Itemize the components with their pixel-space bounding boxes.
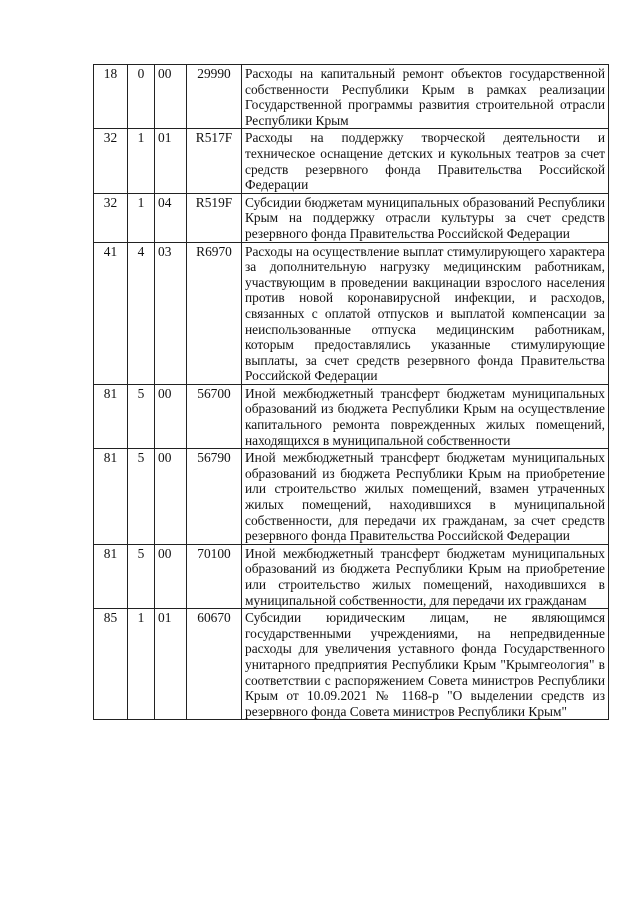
code-part-2: 5 [128, 544, 155, 608]
expense-description: Субсидии юридическим лицам, не являющимся государственными учреждениями, на непредвиденные расходы для увеличения уставного фонда Государственного унитарного предприятия Республики Крым "Крымгеология" в соответствии с распоряжением Совета министров Республики Крым от 10.09.2021 № 1168-р "О выделении средств из резервного фонда Совета министров Республики Крым" [242, 609, 609, 720]
code-part-4: 56700 [187, 384, 242, 448]
code-part-1: 18 [94, 65, 128, 129]
code-part-4: R517F [187, 129, 242, 193]
code-part-3: 00 [155, 65, 187, 129]
code-part-2: 1 [128, 193, 155, 242]
code-part-3: 00 [155, 384, 187, 448]
code-part-1: 85 [94, 609, 128, 720]
code-part-1: 81 [94, 544, 128, 608]
expense-description: Иной межбюджетный трансферт бюджетам муниципальных образований из бюджета Республики Крым на приобретение или строительство жилых помещений, находившихся в муниципальной собственности, для передачи их гражданам [242, 544, 609, 608]
code-part-1: 81 [94, 449, 128, 545]
code-part-4: 29990 [187, 65, 242, 129]
expense-description: Расходы на поддержку творческой деятельности и техническое оснащение детских и кукольных театров за счет средств резервного фонда Правительства Российской Федерации [242, 129, 609, 193]
code-part-4: 60670 [187, 609, 242, 720]
budget-classification-table [93, 64, 609, 720]
code-part-4: 56790 [187, 449, 242, 545]
code-part-1: 41 [94, 242, 128, 384]
code-part-1: 32 [94, 129, 128, 193]
table-row [94, 242, 609, 384]
code-part-3: 03 [155, 242, 187, 384]
expense-description: Иной межбюджетный трансферт бюджетам муниципальных образований из бюджета Республики Крым на приобретение или строительство жилых помещений, взамен утраченных жилых помещений, находившихся в муниципальной собственности, для передачи их гражданам, за счет средств резервного фонда Правительства Российской Федерации [242, 449, 609, 545]
code-part-3: 01 [155, 609, 187, 720]
code-part-2: 0 [128, 65, 155, 129]
table-row [94, 449, 609, 545]
code-part-3: 04 [155, 193, 187, 242]
code-part-2: 4 [128, 242, 155, 384]
table-row [94, 384, 609, 448]
code-part-2: 5 [128, 449, 155, 545]
expense-description: Расходы на осуществление выплат стимулирующего характера за дополнительную нагрузку медицинским работникам, участвующим в проведении вакцинации взрослого населения против новой коронавирусной инфекции, и расходов, связанных с оплатой отпусков и выплатой компенсации за неиспользованные отпуска медицинским работникам, которым предоставлялись указанные стимулирующие выплаты, за счет средств резервного фонда Правительства Российской Федерации [242, 242, 609, 384]
table-row [94, 129, 609, 193]
expense-description: Субсидии бюджетам муниципальных образований Республики Крым на поддержку отрасли культуры за счет средств резервного фонда Правительства Российской Федерации [242, 193, 609, 242]
code-part-2: 1 [128, 609, 155, 720]
table-row [94, 193, 609, 242]
code-part-2: 5 [128, 384, 155, 448]
table-row [94, 544, 609, 608]
expense-description: Иной межбюджетный трансферт бюджетам муниципальных образований из бюджета Республики Крым на осуществление капитального ремонта поврежденных жилых помещений, находящихся в муниципальной собственности [242, 384, 609, 448]
code-part-1: 81 [94, 384, 128, 448]
expense-description: Расходы на капитальный ремонт объектов государственной собственности Республики Крым в рамках реализации Государственной программы развития строительной отрасли Республики Крым [242, 65, 609, 129]
code-part-3: 00 [155, 449, 187, 545]
code-part-4: 70100 [187, 544, 242, 608]
code-part-4: R6970 [187, 242, 242, 384]
code-part-3: 00 [155, 544, 187, 608]
code-part-2: 1 [128, 129, 155, 193]
table-body [94, 65, 609, 720]
table-row [94, 609, 609, 720]
code-part-3: 01 [155, 129, 187, 193]
code-part-4: R519F [187, 193, 242, 242]
table-row [94, 65, 609, 129]
code-part-1: 32 [94, 193, 128, 242]
